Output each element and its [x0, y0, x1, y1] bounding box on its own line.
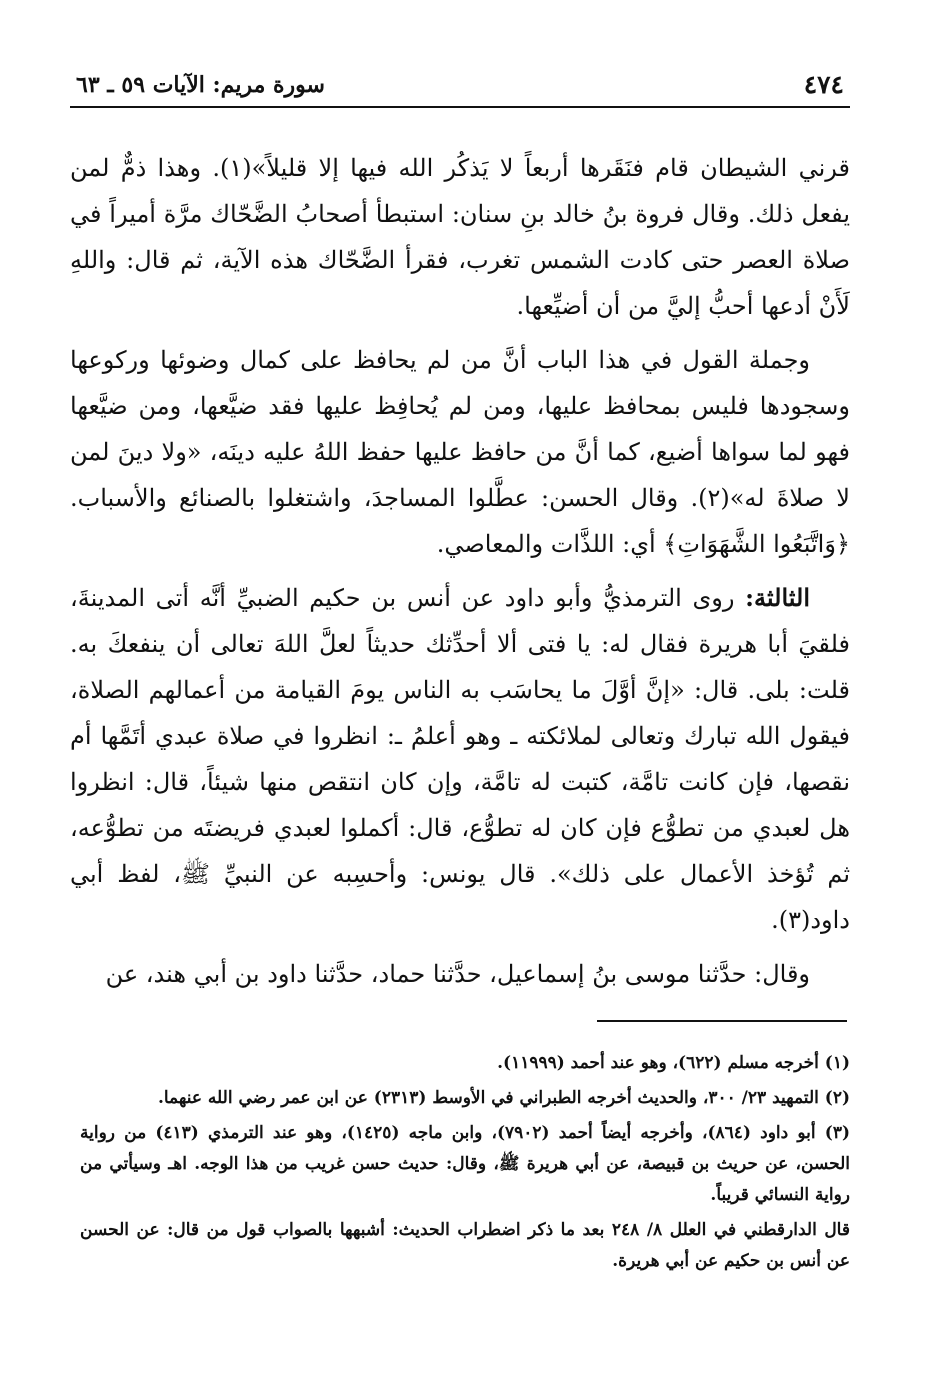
paragraph-1: قرني الشيطان قام فنَقَرها أربعاً لا يَذكُر الله فيها إلا قليلاً»(١). وهذا ذمٌّ لمن يفعل ذلك. وقال فروة بنُ خالد بنِ سنان: استبطأ أصحابُ الضَّحّاك مرَّة أميراً في صلاة العصر حتى كادت الشمس تغرب، فقرأ الضَّحّاك هذه الآية، ثم قال: واللهِ لَأَنْ أدعها أحبُّ إليَّ من أن أضيِّعها. — [70, 154, 850, 320]
page-header — [70, 62, 850, 108]
paragraph-2: وجملة القول في هذا الباب أنَّ من لم يحافظ على كمال وضوئها وركوعها وسجودها فليس بمحافظ عليها، ومن لم يُحافِظ عليها فقد ضيَّعها، ومن ضيَّعها فهو لما سواها أضيع، كما أنَّ من حافظ عليها حفظ اللهُ عليه دينَه، «ولا دينَ لمن لا صلاةَ له»(٢). وقال الحسن: عطَّلوا المساجدَ، واشتغلوا بالصنائع والأسباب. ﴿وَاتَّبَعُوا الشَّهَوَاتِ﴾ أي: اللذَّات والمعاصي. — [70, 346, 850, 558]
page-number: ٤٧٤ — [803, 70, 844, 99]
footnote-3-continued: قال الدارقطني في العلل ٨/ ٢٤٨ بعد ما ذكر اضطراب الحديث: أشبهها بالصواب قول من قال: عن الحسن عن أنس بن حكيم عن أبي هريرة. — [80, 1220, 850, 1271]
main-text — [70, 145, 850, 1005]
footnote-1: (١) أخرجه مسلم (٦٢٢)، وهو عند أحمد (١١٩٩٩). — [497, 1053, 850, 1073]
footnote-separator — [597, 1020, 847, 1022]
paragraph-3-text: روى الترمذيُّ وأبو داود عن أنس بن حكيم الضبيِّ أنَّه أتى المدينةَ، فلقيَ أبا هريرة فقال له: يا فتى ألا أحدِّثك حديثاً لعلَّ اللهَ تعالى أن ينفعكَ به. قلت: بلى. قال: «إنَّ أوَّلَ ما يحاسَب به الناس يومَ القيامة من أعمالهم الصلاة، فيقول الله تبارك وتعالى لملائكته ـ وهو أعلمُ ـ: انظروا في صلاة عبدي أتَمَّها أم نقصها، فإن كانت تامَّة، كتبت له تامَّة، وإن كان انتقص منها شيئاً، قال: انظروا هل لعبدي من تطوُّع فإن كان له تطوُّع، قال: أكملوا لعبدي فريضتَه من تطوُّعه، ثم تُؤخذ الأعمال على ذلك». قال يونس: وأحسِبه عن النبيِّ ﷺ، لفظ أبي داود(٣). — [70, 584, 850, 934]
footnotes — [80, 1048, 850, 1281]
footnote-3: (٣) أبو داود (٨٦٤)، وأخرجه أيضاً أحمد (٧٩٠٢)، وابن ماجه (١٤٢٥)، وهو عند الترمذي (٤١٣) من رواية الحسن، عن حريث بن قبيصة، عن أبي هريرة ﷺ، وقال: حديث حسن غريب من هذا الوجه. اهـ وسيأتي من رواية النسائي قريباً. — [80, 1123, 851, 1205]
paragraph-3-lead: الثالثة: — [745, 583, 810, 612]
paragraph-3 — [70, 575, 850, 943]
paragraph-4: وقال: حدَّثنا موسى بنُ إسماعيل، حدَّثنا حماد، حدَّثنا داود بن أبي هند، عن — [105, 960, 810, 988]
footnote-2: (٢) التمهيد ٢٣/ ٣٠٠، والحديث أخرجه الطبراني في الأوسط (٢٣١٣) عن ابن عمر رضي الله عنهما. — [157, 1088, 850, 1108]
running-title: سورة مريم: الآيات ٥٩ ـ ٦٣ — [76, 72, 325, 98]
